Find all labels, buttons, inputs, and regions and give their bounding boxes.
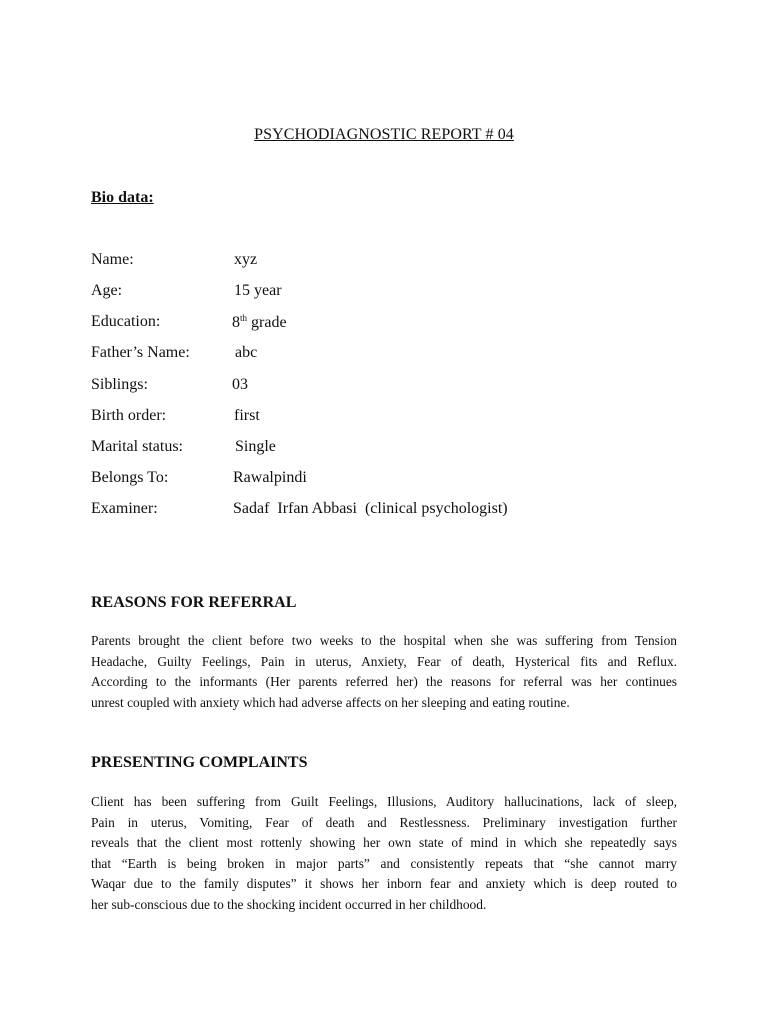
bio-label: Marital status:: [91, 438, 183, 455]
bio-label: Father’s Name:: [91, 344, 190, 361]
paragraph-line: her sub-conscious due to the shocking incident occurred in her childhood.: [91, 896, 487, 912]
bio-label: Belongs To:: [91, 469, 169, 486]
bio-value-suffix: grade: [247, 314, 287, 331]
bio-value: Sadaf Irfan Abbasi (clinical psychologist): [233, 500, 508, 517]
bio-value-superscript: th: [240, 313, 248, 323]
paragraph-line: According to the informants (Her parents referred her) the reasons for referral was her continues: [91, 674, 677, 689]
paragraph-line: unrest coupled with anxiety which had adverse affects on her sleeping and eating routine.: [91, 694, 570, 710]
paragraph-line: reveals that the client most rottenly showing her own state of mind in which she repeatedly says: [91, 835, 677, 850]
paragraph-line: Parents brought the client before two weeks to the hospital when she was suffering from Tension: [91, 633, 677, 648]
complaints-heading: PRESENTING COMPLAINTS: [91, 754, 308, 771]
bio-value: Rawalpindi: [233, 469, 307, 486]
bio-data-heading: Bio data:: [91, 189, 154, 206]
complaints-paragraph: [91, 792, 677, 915]
paragraph-line: Waqar due to the family disputes” it shows her inborn fear and anxiety which is deep routed to: [91, 876, 677, 891]
paragraph-line: that “Earth is being broken in major parts” and consistently repeats that “she cannot marry: [91, 855, 677, 871]
bio-value: [232, 313, 287, 332]
bio-label: Examiner:: [91, 500, 158, 517]
bio-label: Siblings:: [91, 376, 148, 393]
bio-value: 03: [232, 376, 248, 393]
bio-value: xyz: [234, 251, 258, 268]
bio-label: Name:: [91, 251, 134, 268]
paragraph-line: Headache, Guilty Feelings, Pain in uterus, Anxiety, Fear of death, Hysterical fits and Reflux.: [91, 653, 677, 669]
bio-label: Birth order:: [91, 407, 167, 424]
paragraph-line: Pain in uterus, Vomiting, Fear of death and Restlessness. Preliminary investigation further: [91, 814, 677, 830]
paragraph-line: Client has been suffering from Guilt Feelings, Illusions, Auditory hallucinations, lack of sleep,: [91, 794, 677, 809]
bio-value: abc: [235, 344, 258, 361]
report-title: PSYCHODIAGNOSTIC REPORT # 04: [254, 126, 514, 143]
bio-label: Age:: [91, 282, 123, 299]
referral-paragraph: [91, 631, 677, 713]
bio-value: first: [234, 407, 260, 424]
bio-value: Single: [235, 438, 276, 455]
bio-value-number: 8: [232, 314, 240, 331]
bio-label: Education:: [91, 313, 161, 330]
referral-heading: REASONS FOR REFERRAL: [91, 594, 297, 611]
bio-value: 15 year: [234, 282, 282, 299]
